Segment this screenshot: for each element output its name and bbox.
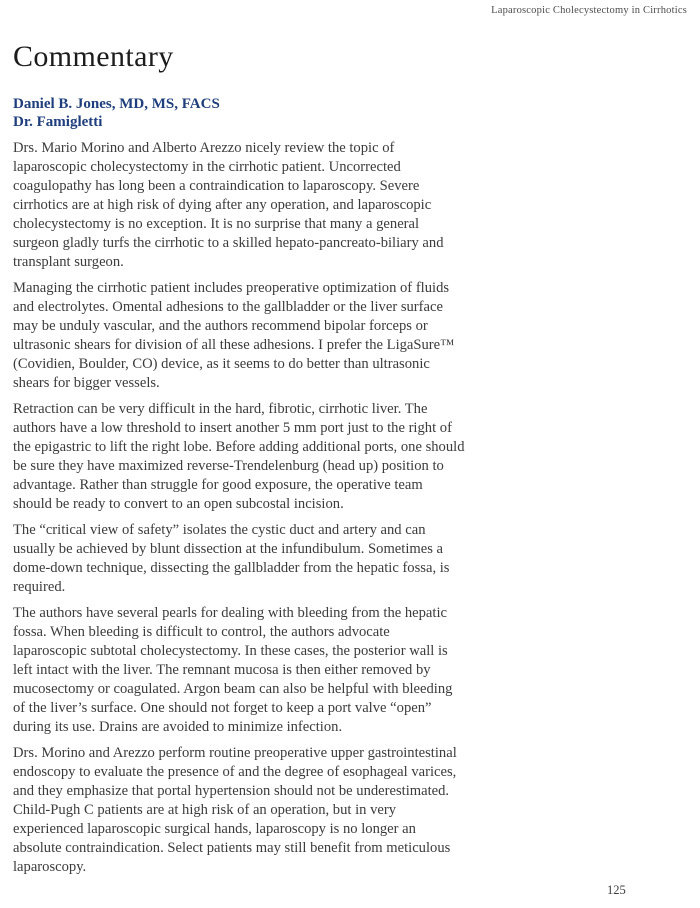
paragraph-6: Drs. Morino and Arezzo perform routine preoperative upper gastrointestinal endoscopy to evaluate the presence of and the degree of esophageal varices, and they emphasize that portal hypertension should not be underestimated. Child-Pugh C patients are at high risk of an operation, but in very experienced laparoscopic surgical hands, laparoscopy is no longer an absolute contraindication. Select patients may still benefit from meticulous laparoscopy.: [13, 745, 457, 875]
page-title: Commentary: [13, 40, 174, 73]
paragraph-5: The authors have several pearls for dealing with bleeding from the hepatic fossa. When bleeding is difficult to control, the authors advocate laparoscopic subtotal cholecystectomy. In these cases, the posterior wall is left intact with the liver. The remnant mucosa is then either removed by mucosectomy or coagulated. Argon beam can also be helpful with bleeding of the liver’s surface. One should not forget to keep a port valve “open” during its use. Drains are avoided to minimize infection.: [13, 605, 453, 735]
running-head: Laparoscopic Cholecystectomy in Cirrhotics: [491, 5, 687, 16]
author-name-secondary: Dr. Famigletti: [13, 113, 103, 130]
author-name-primary: Daniel B. Jones, MD, MS, FACS: [13, 96, 220, 112]
paragraph-2: Managing the cirrhotic patient includes preoperative optimization of fluids and electrolytes. Omental adhesions to the gallbladder or the liver surface may be unduly vascular, and the authors recommend bipolar forceps or ultrasonic shears for division of all these adhesions. I prefer the LigaSure™ (Covidien, Boulder, CO) device, as it seems to do better than ultrasonic shears for bigger vessels.: [13, 280, 455, 391]
paragraph-1: Drs. Mario Morino and Alberto Arezzo nicely review the topic of laparoscopic cholecystectomy in the cirrhotic patient. Uncorrected coagulopathy has long been a contraindication to laparoscopy. Severe cirrhotics are at high risk of dying after any operation, and laparoscopic cholecystectomy is no exception. It is no surprise that many a general surgeon gladly turfs the cirrhotic to a skilled hepato-pancreato-biliary and transplant surgeon.: [13, 140, 444, 270]
paragraph-4: The “critical view of safety” isolates the cystic duct and artery and can usually be achieved by blunt dissection at the infundibulum. Sometimes a dome-down technique, dissecting the gallbladder from the hepatic fossa, is required.: [13, 522, 450, 595]
paragraph-3: Retraction can be very difficult in the hard, fibrotic, cirrhotic liver. The authors have a low threshold to insert another 5 mm port just to the right of the epigastric to lift the right lobe. Before adding additional ports, one should be sure they have maximized reverse-Trendelenburg (head up) position to advantage. Rather than struggle for good exposure, the operative team should be ready to convert to an open subcostal incision.: [13, 401, 465, 512]
page-number: 125: [607, 883, 626, 897]
author-block: [13, 96, 220, 131]
commentary-body: [13, 139, 465, 884]
